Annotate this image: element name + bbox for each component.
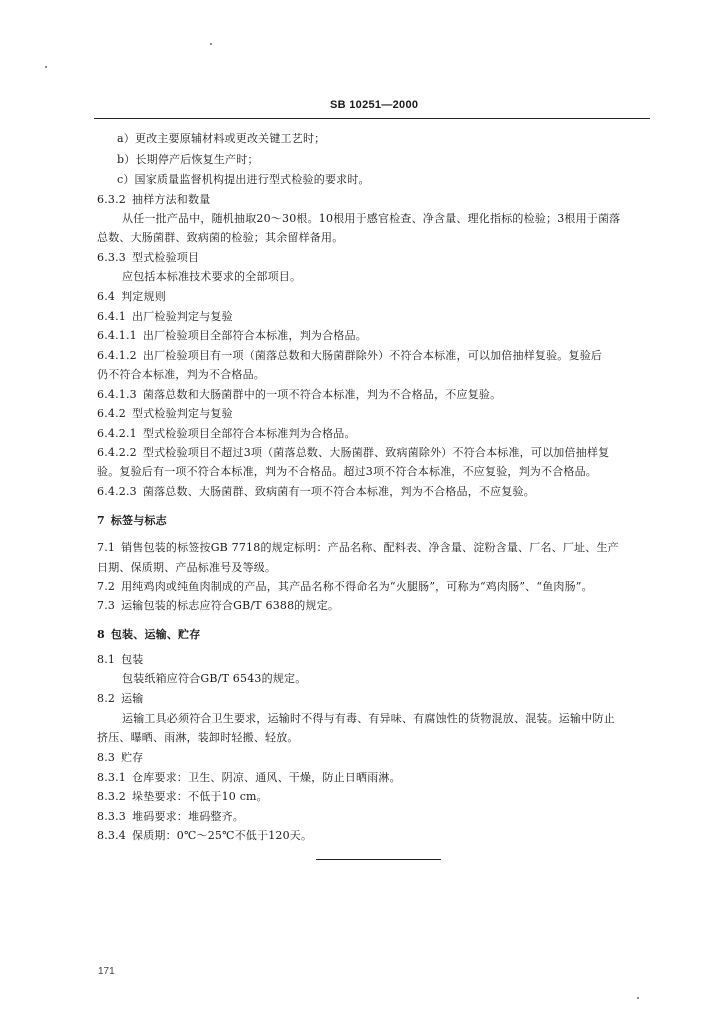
clause-text: 贮存: [121, 751, 144, 764]
clause-text: c）国家质量监督机构提出进行型式检验的要求时。: [117, 173, 370, 186]
clause-text: 型式检验项目不超过3项（菌落总数、大肠菌群、致病菌除外）不符合本标准，可以加倍抽样复: [142, 446, 610, 459]
clause-number: 7.2: [97, 580, 116, 593]
clause-number: 7: [97, 514, 105, 527]
clause-6-4-2-1: [97, 427, 356, 441]
clause-8-3: [97, 751, 144, 765]
clause-8-3-1: [97, 771, 401, 785]
clause-text: 判定规则: [121, 290, 166, 303]
clause-6-4-2-3: [97, 485, 535, 499]
header-rule: [94, 118, 650, 119]
clause-6-4-2: [97, 407, 233, 421]
body-line: [97, 465, 597, 479]
clause-6-3-3: [97, 251, 199, 265]
scan-speck: [210, 43, 212, 45]
body-line: [122, 212, 620, 226]
clause-number: 6.4.1.2: [97, 349, 137, 362]
clause-text: 标签与标志: [110, 514, 167, 527]
clause-text: 销售包装的标签按GB 7718的规定标明：产品名称、配料表、净含量、淀粉含量、厂名、厂址、生产: [121, 541, 619, 554]
body-line: [97, 368, 265, 382]
clause-text: 菌落总数和大肠菌群中的一项不符合本标准，判为不合格品，不应复验。: [142, 388, 502, 401]
clause-text: 运输工具必须符合卫生要求，运输时不得与有毒、有异味、有腐蚀性的货物混放、混装。运输中防止: [122, 712, 615, 725]
body-line: [122, 712, 615, 726]
clause-number: 6.3.2: [97, 193, 126, 206]
clause-number: 8.3.1: [97, 771, 126, 784]
clause-text: 仓库要求：卫生、阴凉、通风、干燥，防止日晒雨淋。: [132, 771, 401, 784]
clause-text: 挤压、曝晒、雨淋，装卸时轻搬、轻放。: [97, 731, 299, 744]
clause-text: a）更改主要原辅材料或更改关键工艺时；: [117, 132, 326, 145]
clause-text: 运输: [121, 692, 144, 705]
clause-text: 运输包装的标志应符合GB/T 6388的规定。: [121, 599, 340, 612]
clause-number: 7.3: [97, 599, 116, 612]
clause-text: 垛垫要求：不低于10 cm。: [132, 790, 268, 803]
clause-text: 从任一批产品中，随机抽取20～30根。10根用于感官检查、净含量、理化指标的检验；3根用于菌落: [122, 212, 621, 225]
clause-text: 日期、保质期、产品标准号及等级。: [97, 561, 277, 574]
clause-8-3-4: [97, 829, 312, 843]
body-line: [122, 270, 301, 284]
clause-text: 堆码要求：堆码整齐。: [132, 810, 244, 823]
clause-8-3-2: [97, 790, 268, 804]
clause-7-1: [97, 541, 619, 555]
clause-number: 8.3: [97, 751, 116, 764]
clause-text: 应包括本标准技术要求的全部项目。: [122, 270, 302, 283]
clause-text: 仍不符合本标准，判为不合格品。: [97, 368, 265, 381]
clause-number: 8.3.2: [97, 790, 126, 803]
clause-number: 6.4.1: [97, 310, 126, 323]
clause-text: 型式检验判定与复验: [132, 407, 233, 420]
clause-text: 总数、大肠菌群、致病菌的检验；其余留样备用。: [97, 231, 344, 244]
clause-text: b）长期停产后恢复生产时；: [117, 153, 259, 166]
clause-text: 用纯鸡肉或纯鱼肉制成的产品，其产品名称不得命名为“火腿肠”，可称为“鸡肉肠”、“鱼肉肠”。: [121, 580, 593, 593]
clause-number: 7.1: [97, 541, 116, 554]
clause-6-4: [97, 290, 166, 304]
clause-number: 6.4.2.3: [97, 485, 137, 498]
clause-text: 包装: [121, 653, 144, 666]
scan-speck: [45, 66, 47, 68]
body-line: [97, 231, 343, 245]
clause-text: 出厂检验项目全部符合本标准，判为合格品。: [142, 329, 367, 342]
body-line: [117, 173, 370, 187]
body-line: [97, 731, 299, 745]
body-line: [122, 672, 306, 686]
clause-text: 抽样方法和数量: [132, 193, 211, 206]
end-rule: [316, 859, 441, 860]
clause-7-3: [97, 599, 339, 613]
body-line: [117, 153, 259, 167]
clause-6-4-1-1: [97, 329, 367, 343]
clause-6-3-2: [97, 193, 210, 207]
clause-text: 型式检验项目: [132, 251, 200, 264]
clause-number: 8.3.3: [97, 810, 126, 823]
clause-number: 8.2: [97, 692, 116, 705]
clause-8-2: [97, 692, 144, 706]
body-line: [117, 132, 325, 146]
clause-number: 6.4.1.3: [97, 388, 137, 401]
clause-text: 型式检验项目全部符合本标准判为合格品。: [142, 427, 356, 440]
body-line: [97, 561, 276, 575]
clause-number: 6.4.2.1: [97, 427, 137, 440]
clause-7: [97, 514, 167, 528]
clause-number: 8.1: [97, 653, 116, 666]
clause-text: 菌落总数、大肠菌群、致病菌有一项不符合本标准，判为不合格品，不应复验。: [142, 485, 535, 498]
clause-8-1: [97, 653, 144, 667]
clause-text: 验。复验后有一项不符合本标准，判为不合格品。超过3项不符合本标准，不应复验，判为不合格品。: [97, 465, 597, 478]
clause-text: 保质期：0℃～25℃不低于120天。: [132, 829, 313, 842]
clause-number: 6.4.1.1: [97, 329, 137, 342]
clause-7-2: [97, 580, 593, 594]
clause-text: 包装、运输、贮存: [110, 628, 201, 641]
clause-number: 8: [97, 628, 105, 641]
clause-text: 出厂检验判定与复验: [132, 310, 233, 323]
clause-6-4-1-3: [97, 388, 501, 402]
standard-code: SB 10251—2000: [330, 99, 419, 111]
scan-speck: [637, 997, 639, 999]
clause-text: 出厂检验项目有一项（菌落总数和大肠菌群除外）不符合本标准，可以加倍抽样复验。复验后: [142, 349, 603, 362]
clause-6-4-1: [97, 310, 233, 324]
clause-number: 6.4.2.2: [97, 446, 137, 459]
clause-number: 6.4.2: [97, 407, 126, 420]
clause-text: 包装纸箱应符合GB/T 6543的规定。: [122, 672, 307, 685]
page-number: 171: [98, 966, 115, 977]
clause-8: [97, 628, 200, 642]
clause-8-3-3: [97, 810, 244, 824]
clause-6-4-2-2: [97, 446, 609, 460]
clause-6-4-1-2: [97, 349, 602, 363]
clause-number: 6.4: [97, 290, 116, 303]
clause-number: 8.3.4: [97, 829, 126, 842]
clause-number: 6.3.3: [97, 251, 126, 264]
